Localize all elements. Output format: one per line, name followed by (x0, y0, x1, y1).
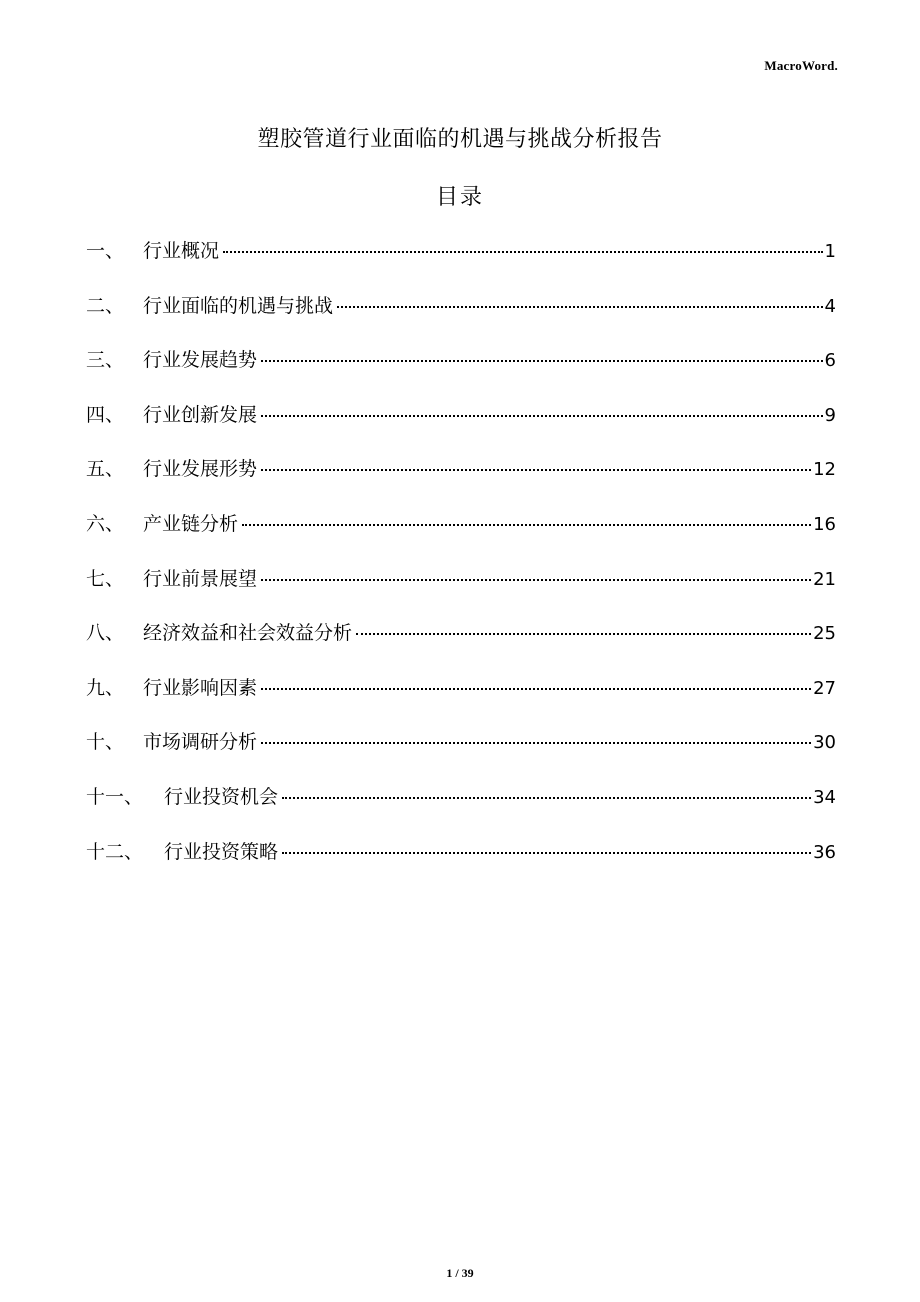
toc-entry-page: 36 (813, 841, 836, 863)
toc-entry-number: 七、 (86, 567, 125, 590)
toc-entry[interactable] (86, 236, 836, 291)
toc-entry-title: 行业发展形势 (143, 458, 258, 481)
toc-entry-title: 行业投资策略 (164, 840, 279, 863)
table-of-contents (86, 236, 836, 891)
toc-entry-page: 16 (813, 513, 836, 535)
header-brand: MacroWord. (764, 58, 838, 73)
toc-entry-title: 行业面临的机遇与挑战 (143, 294, 334, 317)
toc-entry-title: 行业投资机会 (164, 785, 279, 808)
toc-entry-title: 行业发展趋势 (143, 349, 258, 372)
toc-entry-page: 30 (813, 732, 836, 754)
toc-entry[interactable] (86, 837, 836, 892)
toc-entry-title: 行业影响因素 (143, 676, 258, 699)
toc-entry-number: 五、 (86, 458, 125, 481)
toc-entry[interactable] (86, 782, 836, 837)
toc-entry-number: 六、 (86, 512, 125, 535)
toc-entry-number: 一、 (86, 240, 125, 262)
toc-entry-page: 21 (813, 568, 836, 590)
toc-entry[interactable] (86, 564, 836, 619)
toc-leader-dots (356, 632, 811, 635)
toc-entry-number: 十二、 (86, 840, 144, 863)
toc-entry-number: 四、 (86, 403, 125, 426)
toc-leader-dots (242, 523, 811, 526)
toc-leader-dots (282, 851, 811, 854)
toc-leader-dots (261, 741, 811, 744)
toc-entry-page: 9 (824, 404, 836, 426)
toc-entry-title: 行业创新发展 (143, 403, 258, 426)
toc-entry-title: 市场调研分析 (143, 731, 258, 754)
toc-entry[interactable] (86, 345, 836, 400)
toc-leader-dots (223, 250, 823, 253)
toc-leader-dots (282, 796, 811, 799)
toc-entry-number: 九、 (86, 676, 125, 699)
page-number: 1 / 39 (446, 1266, 474, 1280)
toc-entry-page: 25 (813, 623, 836, 645)
toc-entry-page: 12 (813, 459, 836, 481)
toc-leader-dots (261, 468, 811, 471)
toc-heading: 目录 (435, 185, 484, 210)
toc-entry-title: 经济效益和社会效益分析 (143, 622, 353, 645)
document-title: 塑胶管道行业面临的机遇与挑战分析报告 (257, 127, 663, 152)
toc-entry[interactable] (86, 673, 836, 728)
toc-entry[interactable] (86, 509, 836, 564)
toc-entry-page: 34 (813, 786, 836, 808)
toc-entry-number: 十、 (86, 731, 125, 754)
toc-entry-number: 八、 (86, 622, 125, 645)
toc-leader-dots (261, 578, 811, 581)
toc-entry[interactable] (86, 400, 836, 455)
toc-entry-page: 27 (813, 677, 836, 699)
toc-entry[interactable] (86, 291, 836, 346)
toc-leader-dots (261, 359, 823, 362)
toc-entry-title: 行业概况 (143, 240, 220, 262)
toc-entry-number: 十一、 (86, 785, 144, 808)
toc-entry[interactable] (86, 454, 836, 509)
toc-entry-title: 行业前景展望 (143, 567, 258, 590)
toc-leader-dots (261, 414, 823, 417)
toc-entry-number: 三、 (86, 349, 125, 372)
toc-entry[interactable] (86, 727, 836, 782)
toc-entry-number: 二、 (86, 294, 125, 317)
toc-entry-page: 4 (824, 295, 836, 317)
toc-leader-dots (337, 305, 823, 308)
toc-entry-page: 6 (824, 350, 836, 372)
toc-entry-page: 1 (824, 241, 836, 262)
toc-entry[interactable] (86, 618, 836, 673)
toc-entry-title: 产业链分析 (143, 512, 239, 535)
toc-leader-dots (261, 687, 811, 690)
